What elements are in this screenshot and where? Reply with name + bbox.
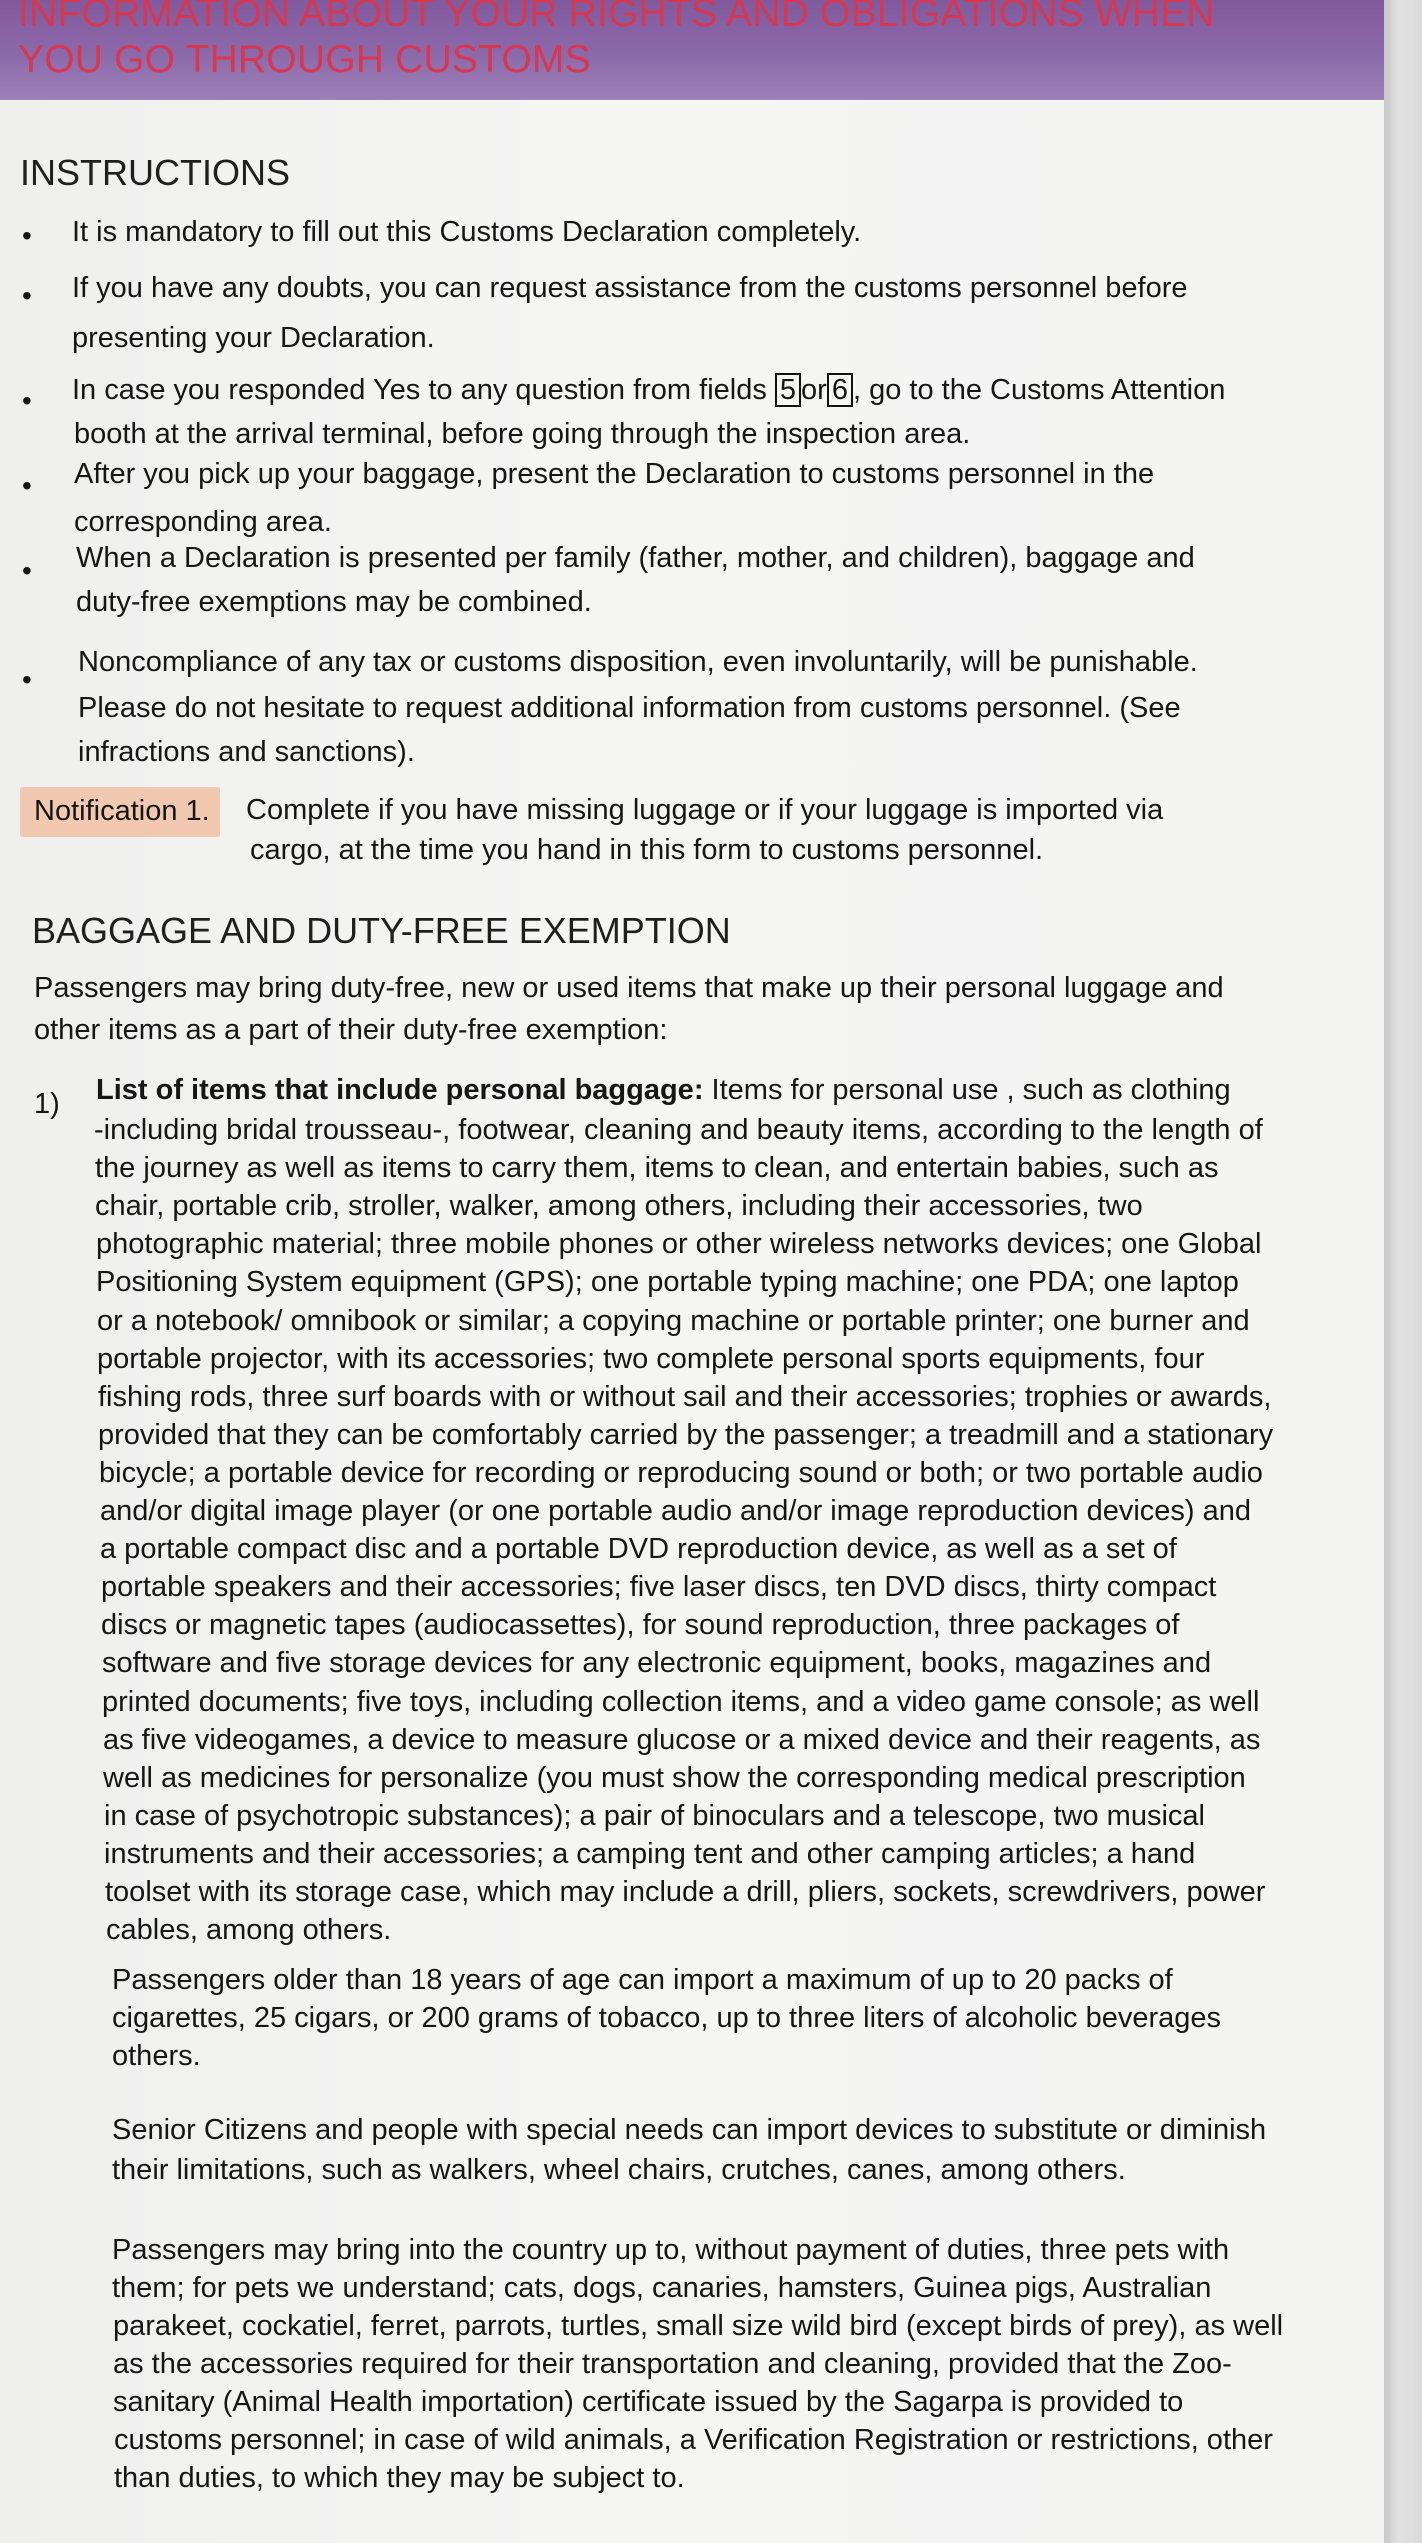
- item1-first-line: [96, 1070, 1231, 1110]
- paragraph-line: provided that they can be comfortably carried by the passenger; a treadmill and a stationary: [98, 1418, 1274, 1451]
- instruction-line: It is mandatory to fill out this Customs Declaration completely.: [72, 216, 862, 248]
- paragraph-line: a portable compact disc and a portable DVD reproduction device, as well as a set of: [100, 1533, 1177, 1566]
- notification-label-badge: [20, 787, 220, 837]
- instruction-text: In case you responded Yes to any question from fields: [72, 374, 767, 406]
- paragraph-line: and/or digital image player (or one portable audio and/or image reproduction devices) and: [100, 1495, 1252, 1527]
- instruction-line: duty-free exemptions may be combined.: [76, 586, 592, 618]
- paragraph-line: as the accessories required for their transportation and cleaning, provided that the Zoo-: [113, 2348, 1232, 2380]
- instruction-text: or: [801, 374, 827, 406]
- paragraph-line: toolset with its storage case, which may include a drill, pliers, sockets, screwdrivers, power: [105, 1876, 1266, 1908]
- paragraph-line: than duties, to which they may be subject to.: [114, 2462, 685, 2494]
- bullet-icon: •: [22, 280, 32, 311]
- paragraph-line: sanitary (Animal Health importation) certificate issued by the Sagarpa is provided to: [113, 2386, 1184, 2418]
- instruction-line: If you have any doubts, you can request assistance from the customs personnel before: [72, 272, 1188, 304]
- header-title-line-2: YOU GO THROUGH CUSTOMS: [18, 38, 591, 81]
- paragraph-line: fishing rods, three surf boards with or without sail and their accessories; trophies or awards,: [98, 1380, 1272, 1413]
- paragraph-line: photographic material; three mobile phones or other wireless networks devices; one Global: [96, 1228, 1262, 1261]
- instruction-line: Please do not hesitate to request additional information from customs personnel. (See: [78, 692, 1181, 724]
- list-number: 1): [34, 1088, 60, 1120]
- bullet-icon: •: [22, 664, 32, 695]
- bullet-icon: •: [22, 220, 32, 251]
- paragraph-line: -including bridal trousseau-, footwear, cleaning and beauty items, according to the length of: [94, 1114, 1263, 1146]
- paragraph-line: software and five storage devices for any electronic equipment, books, magazines and: [102, 1647, 1212, 1680]
- paragraph-line: parakeet, cockatiel, ferret, parrots, turtles, small size wild bird (except birds of prey), as well: [113, 2310, 1284, 2342]
- bullet-icon: •: [22, 470, 32, 501]
- paragraph-line: printed documents; five toys, including collection items, and a video game console; as well: [102, 1685, 1260, 1718]
- header-title-line-1: INFORMATION ABOUT YOUR RIGHTS AND OBLIGATIONS WHEN: [18, 0, 1215, 35]
- paragraph-line: well as medicines for personalize (you must show the corresponding medical prescription: [103, 1761, 1246, 1794]
- baggage-heading: BAGGAGE AND DUTY-FREE EXEMPTION: [32, 910, 731, 951]
- paragraph-line: Passengers may bring into the country up to, without payment of duties, three pets with: [112, 2234, 1230, 2266]
- header-banner: [0, 0, 1384, 100]
- paragraph-line: the journey as well as items to carry them, items to clean, and entertain babies, such as: [95, 1152, 1219, 1185]
- instruction-line: presenting your Declaration.: [72, 322, 435, 354]
- instruction-line: [72, 370, 1225, 410]
- notification-line: Complete if you have missing luggage or if your luggage is imported via: [246, 794, 1164, 826]
- notification-label: Notification 1.: [34, 795, 210, 827]
- bullet-icon: •: [22, 385, 32, 416]
- field-reference-box: 6: [827, 373, 853, 407]
- paragraph-line: others.: [112, 2040, 201, 2072]
- paragraph-line: Senior Citizens and people with special needs can import devices to substitute or diminish: [112, 2114, 1267, 2146]
- item1-title: List of items that include personal baggage:: [96, 1074, 704, 1106]
- instruction-line: booth at the arrival terminal, before going through the inspection area.: [74, 418, 971, 450]
- baggage-intro-line: Passengers may bring duty-free, new or used items that make up their personal luggage and: [34, 972, 1224, 1004]
- notification-line: cargo, at the time you hand in this form to customs personnel.: [250, 834, 1044, 866]
- instruction-line: infractions and sanctions).: [78, 736, 415, 768]
- instruction-line: corresponding area.: [74, 506, 332, 538]
- paragraph-line: their limitations, such as walkers, wheel chairs, crutches, canes, among others.: [112, 2154, 1126, 2186]
- instructions-heading: INSTRUCTIONS: [20, 152, 290, 193]
- baggage-intro-line: other items as a part of their duty-free exemption:: [34, 1014, 668, 1046]
- paragraph-line: Positioning System equipment (GPS); one portable typing machine; one PDA; one laptop: [96, 1266, 1239, 1299]
- instruction-text: , go to the Customs Attention: [852, 374, 1226, 406]
- paragraph-line: Passengers older than 18 years of age can import a maximum of up to 20 packs of: [112, 1964, 1173, 1996]
- paragraph-line: cables, among others.: [106, 1914, 392, 1947]
- instruction-line: After you pick up your baggage, present the Declaration to customs personnel in the: [74, 458, 1155, 490]
- paragraph-line: as five videogames, a device to measure glucose or a mixed device and their reagents, as: [103, 1723, 1261, 1756]
- paragraph-line: instruments and their accessories; a camping tent and other camping articles; a hand: [104, 1837, 1196, 1870]
- item1-text: Items for personal use , such as clothing: [711, 1074, 1231, 1106]
- paragraph-line: or a notebook/ omnibook or similar; a copying machine or portable printer; one burner and: [97, 1304, 1250, 1337]
- instruction-line: When a Declaration is presented per family (father, mother, and children), baggage and: [76, 542, 1195, 574]
- field-reference-box: 5: [775, 373, 801, 407]
- bullet-icon: •: [22, 555, 32, 586]
- paragraph-line: portable projector, with its accessories; two complete personal sports equipments, four: [97, 1342, 1205, 1375]
- paragraph-line: bicycle; a portable device for recording or reproducing sound or both; or two portable audio: [99, 1456, 1263, 1489]
- paragraph-line: them; for pets we understand; cats, dogs, canaries, hamsters, Guinea pigs, Australian: [112, 2272, 1212, 2304]
- paragraph-line: in case of psychotropic substances); a pair of binoculars and a telescope, two musical: [104, 1799, 1205, 1832]
- paragraph-line: portable speakers and their accessories; five laser discs, ten DVD discs, thirty compact: [101, 1571, 1217, 1604]
- paragraph-line: chair, portable crib, stroller, walker, among others, including their accessories, two: [95, 1190, 1143, 1223]
- paragraph-line: customs personnel; in case of wild animals, a Verification Registration or restrictions, other: [114, 2424, 1273, 2456]
- instruction-line: Noncompliance of any tax or customs disposition, even involuntarily, will be punishable.: [78, 646, 1198, 678]
- paragraph-line: cigarettes, 25 cigars, or 200 grams of tobacco, up to three liters of alcoholic beverages: [112, 2002, 1222, 2034]
- page-edge: [1384, 0, 1422, 2543]
- paragraph-line: discs or magnetic tapes (audiocassettes), for sound reproduction, three packages of: [101, 1609, 1180, 1642]
